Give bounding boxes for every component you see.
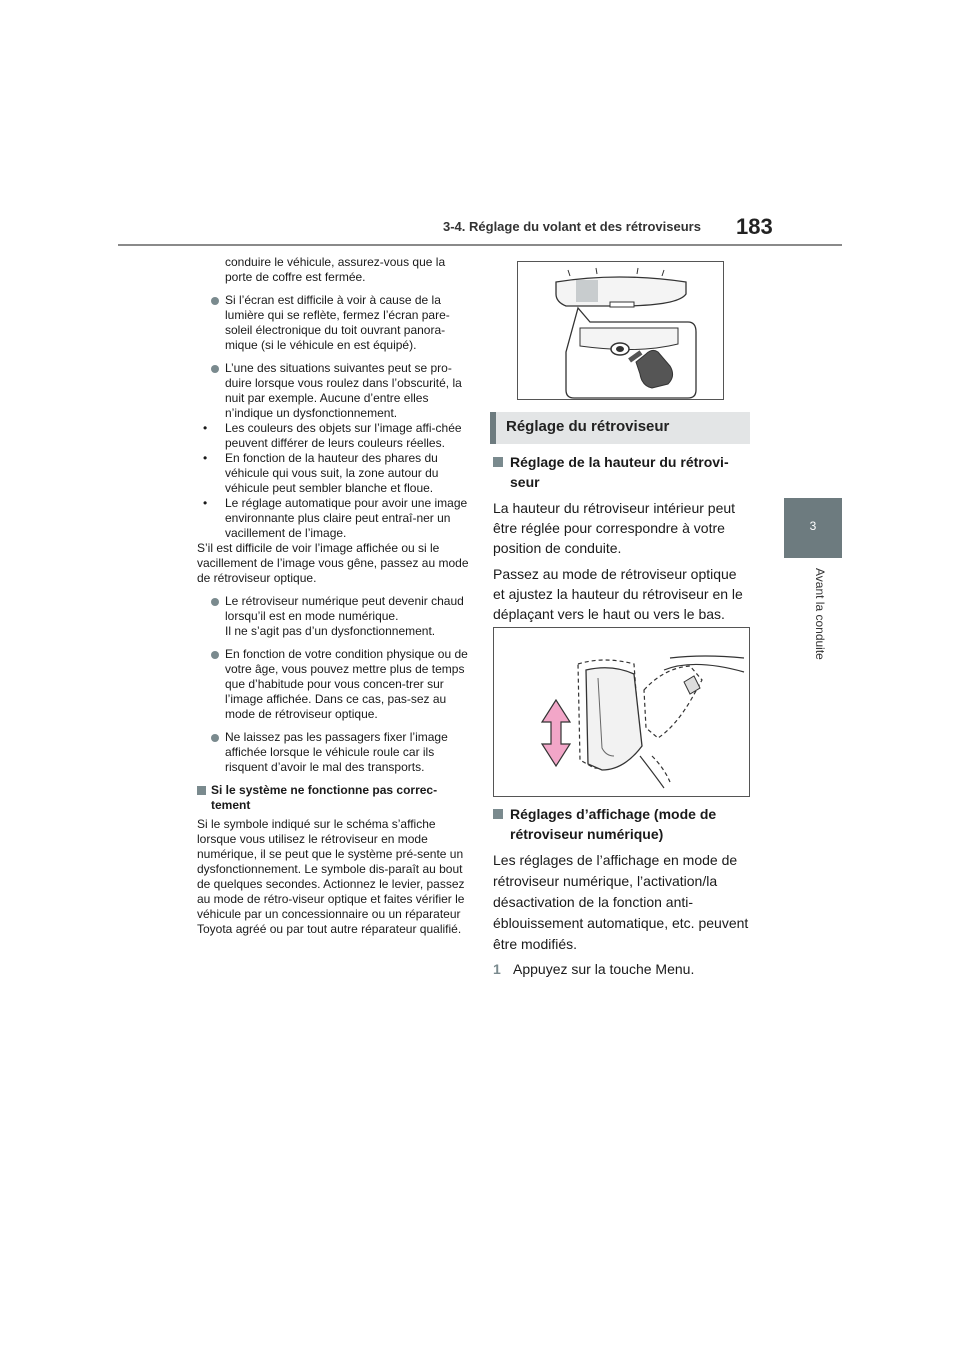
- bullet-dot-icon: [211, 734, 219, 742]
- bullet-dot-icon: [211, 651, 219, 659]
- sub-item-colors: • Les couleurs des objets sur l’image affi-chée peuvent différer de leurs couleurs réelles.: [203, 421, 462, 450]
- section-heading-bar: [490, 412, 750, 444]
- bullet-mirror-hot: Le rétroviseur numérique peut devenir chaud lorsqu’il est en mode numérique. Il ne s’agit pas d’un dysfonctionnement.: [197, 594, 469, 639]
- sub-bullet-mark: •: [203, 421, 208, 435]
- sub-item-flicker: • Le réglage automatique pour avoir une image environnante plus claire peut entraî-ner un vacillement de l’image.: [203, 496, 468, 540]
- running-header-title: 3-4. Réglage du volant et des rétroviseurs: [443, 219, 701, 234]
- intro-continuation: conduire le véhicule, assurez-vous que la porte de coffre est fermée.: [225, 255, 446, 284]
- sub-bullet-mark: •: [203, 451, 208, 465]
- up-down-arrow-icon: [542, 700, 570, 766]
- height-adjust-paragraph-2: Passez au mode de rétroviseur optique et ajustez la hauteur du rétroviseur en le déplaçant vers le haut ou vers le bas.: [493, 566, 743, 622]
- bullet-screen-reflection: Si l’écran est difficile à voir à cause de la lumière qui se reflète, fermez l’écran pare-soleil électronique du toit ouvrant panora-mique (si le véhicule en est équipé).: [197, 293, 469, 353]
- section-heading: Réglage du rétroviseur: [506, 418, 670, 435]
- bullet-physical-condition: En fonction de votre condition physique ou de votre âge, vous pouvez mettre plus de temps que d’habitude pour vous concen-trer sur l’image affichée. Dans ce cas, pas-sez au mode de rétroviseur optique.: [197, 647, 469, 722]
- sub-bullet-mark: •: [203, 496, 208, 510]
- square-bullet-icon: [493, 457, 503, 467]
- mirror-height-illustration: [494, 628, 749, 796]
- bullet-dot-icon: [211, 365, 219, 373]
- chapter-label: Avant la conduite: [813, 568, 827, 660]
- height-adjust-section: [493, 452, 751, 624]
- subsection-heading: Si le système ne fonctionne pas correc-tement: [197, 783, 469, 813]
- display-settings-heading: Réglages d’affichage (mode de rétroviseur numérique): [493, 804, 751, 844]
- figure-mirror-button: [517, 261, 724, 400]
- square-bullet-icon: [493, 809, 503, 819]
- mirror-button-illustration: [518, 262, 723, 399]
- step-number: 1: [493, 961, 501, 977]
- figure-mirror-height: [493, 627, 750, 797]
- bullet-followup: S’il est difficile de voir l’image affichée ou si le vacillement de l’image vous gêne, passez au mode de rétroviseur optique.: [197, 541, 469, 585]
- left-column: [197, 255, 469, 937]
- step-1: 1 Appuyez sur la touche Menu.: [493, 961, 695, 977]
- square-bullet-icon: [197, 786, 206, 795]
- bullet-dot-icon: [211, 598, 219, 606]
- height-adjust-paragraph-1: La hauteur du rétroviseur intérieur peut être réglée pour correspondre à votre position de conduite.: [493, 500, 736, 556]
- page-number: 183: [736, 214, 773, 239]
- display-settings-paragraph: Les réglages de l’affichage en mode de rétroviseur numérique, l’activation/la désactivation de la fonction anti-éblouissement automatique, etc. peuvent être modifiés.: [493, 852, 749, 952]
- header-divider: [118, 244, 842, 246]
- sub-item-headlights: • En fonction de la hauteur des phares du véhicule qui vous suit, la zone autour du véhicule peut sembler blanche et floue.: [203, 451, 439, 495]
- bullet-night-driving: L’une des situations suivantes peut se pro-duire lorsque vous roulez dans l’obscurité, la nuit par exemple. Aucune d’entre elles n’indique un dysfonctionnement.: [197, 361, 469, 421]
- bullet-dot-icon: [211, 297, 219, 305]
- display-settings-section: [493, 804, 751, 979]
- bullet-passengers: Ne laissez pas les passagers fixer l’image affichée lorsque le véhicule roule car ils risquent d’avoir le mal des transports.: [197, 730, 469, 775]
- chapter-number: 3: [809, 519, 817, 533]
- height-adjust-heading: Réglage de la hauteur du rétrovi-seur: [493, 452, 751, 492]
- subsection-body: Si le symbole indiqué sur le schéma s’affiche lorsque vous utilisez le rétroviseur en mode numérique, il se peut que le système pré-sente un dysfonctionnement. Le symbole dis-paraît au bout de quelques secondes. Actionnez le levier, passez au mode de rétro-viseur optique et faites vérifier le véhicule par un concessionnaire ou un réparateur Toyota agréé ou par tout autre réparateur qualifié.: [197, 817, 465, 936]
